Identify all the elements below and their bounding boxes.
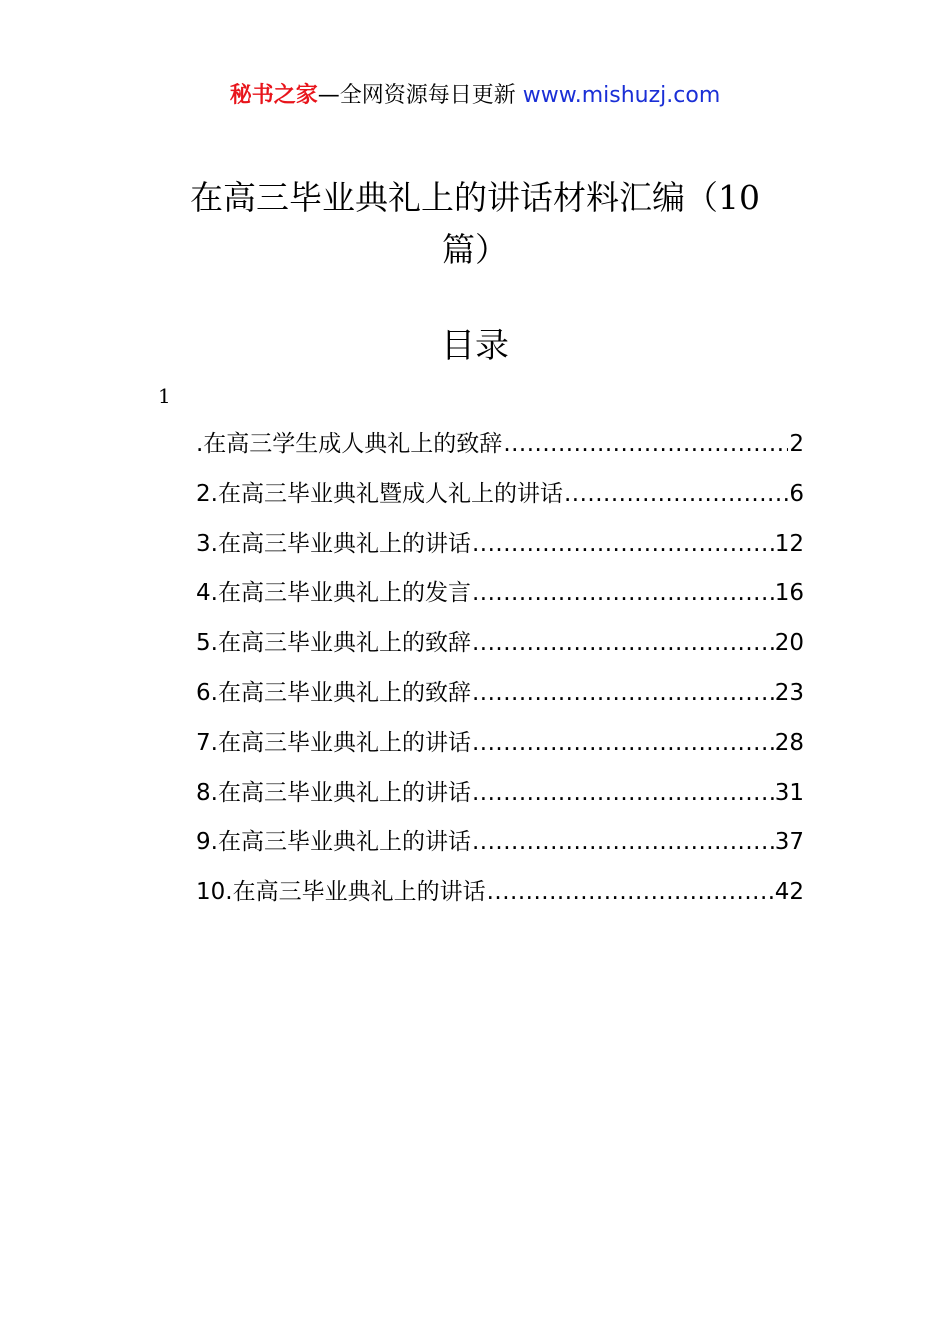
toc-entry-page: 31 — [774, 779, 804, 806]
toc-entry[interactable] — [196, 673, 804, 723]
title-line2: 篇） — [442, 230, 508, 269]
toc-entry-page: 28 — [774, 729, 804, 756]
toc-dot-leader — [472, 673, 774, 713]
toc-entry-page: 42 — [774, 879, 804, 906]
title-line1-text: 在高三毕业典礼上的讲话材料汇编（ — [190, 178, 718, 217]
toc-dot-leader — [472, 573, 774, 613]
toc-dot-leader — [472, 723, 774, 763]
toc-entry-label: 8.在高三毕业典礼上的讲话 — [196, 779, 471, 806]
toc-entry-page: 23 — [774, 679, 804, 706]
toc-entry[interactable] — [196, 822, 804, 872]
toc-dot-leader — [564, 474, 788, 514]
toc-entry-label: 10.在高三毕业典礼上的讲话 — [196, 879, 486, 906]
toc-entry[interactable] — [196, 424, 804, 474]
toc-entry[interactable] — [196, 623, 804, 673]
toc-dot-leader — [472, 524, 774, 564]
brand-name: 秘书之家 — [229, 83, 318, 108]
toc-dot-leader — [503, 424, 788, 464]
toc-entry[interactable] — [196, 524, 804, 574]
toc-entry[interactable] — [196, 723, 804, 773]
toc-entry-label: 5.在高三毕业典礼上的致辞 — [196, 630, 471, 657]
toc-entry-label: 3.在高三毕业典礼上的讲话 — [196, 530, 471, 557]
toc-entry-label: 6.在高三毕业典礼上的致辞 — [196, 679, 471, 706]
document-title — [170, 172, 780, 276]
toc-stray-number: 1 — [158, 384, 171, 408]
toc-entry-label: 2.在高三毕业典礼暨成人礼上的讲话 — [196, 480, 563, 507]
toc-heading: 目录 — [441, 326, 509, 366]
toc-entry-page: 2 — [789, 431, 804, 457]
toc-entry-page: 6 — [789, 480, 804, 507]
toc-entry-page: 20 — [774, 630, 804, 657]
toc-entry[interactable] — [196, 474, 804, 524]
toc-dot-leader — [472, 623, 774, 663]
toc-dot-leader — [472, 822, 774, 862]
header-slogan: —全网资源每日更新 — [317, 83, 516, 108]
toc-dot-leader — [487, 872, 774, 912]
toc-entry-page: 12 — [774, 530, 804, 557]
toc-entry-page: 16 — [774, 580, 804, 607]
toc-entry-page: 37 — [774, 829, 804, 856]
toc-entry-label: 9.在高三毕业典礼上的讲话 — [196, 829, 471, 856]
toc-list — [196, 424, 804, 922]
title-line1-number: 10 — [718, 178, 760, 217]
toc-entry[interactable] — [196, 872, 804, 922]
toc-entry[interactable] — [196, 573, 804, 623]
site-header — [0, 80, 950, 112]
toc-entry-label: 4.在高三毕业典礼上的发言 — [196, 580, 471, 607]
toc-entry-label: .在高三学生成人典礼上的致辞 — [196, 431, 503, 457]
toc-entry-label: 7.在高三毕业典礼上的讲话 — [196, 729, 471, 756]
toc-entry[interactable] — [196, 773, 804, 823]
toc-dot-leader — [472, 773, 774, 813]
site-url-link[interactable]: www.mishuzj.com — [522, 83, 721, 108]
